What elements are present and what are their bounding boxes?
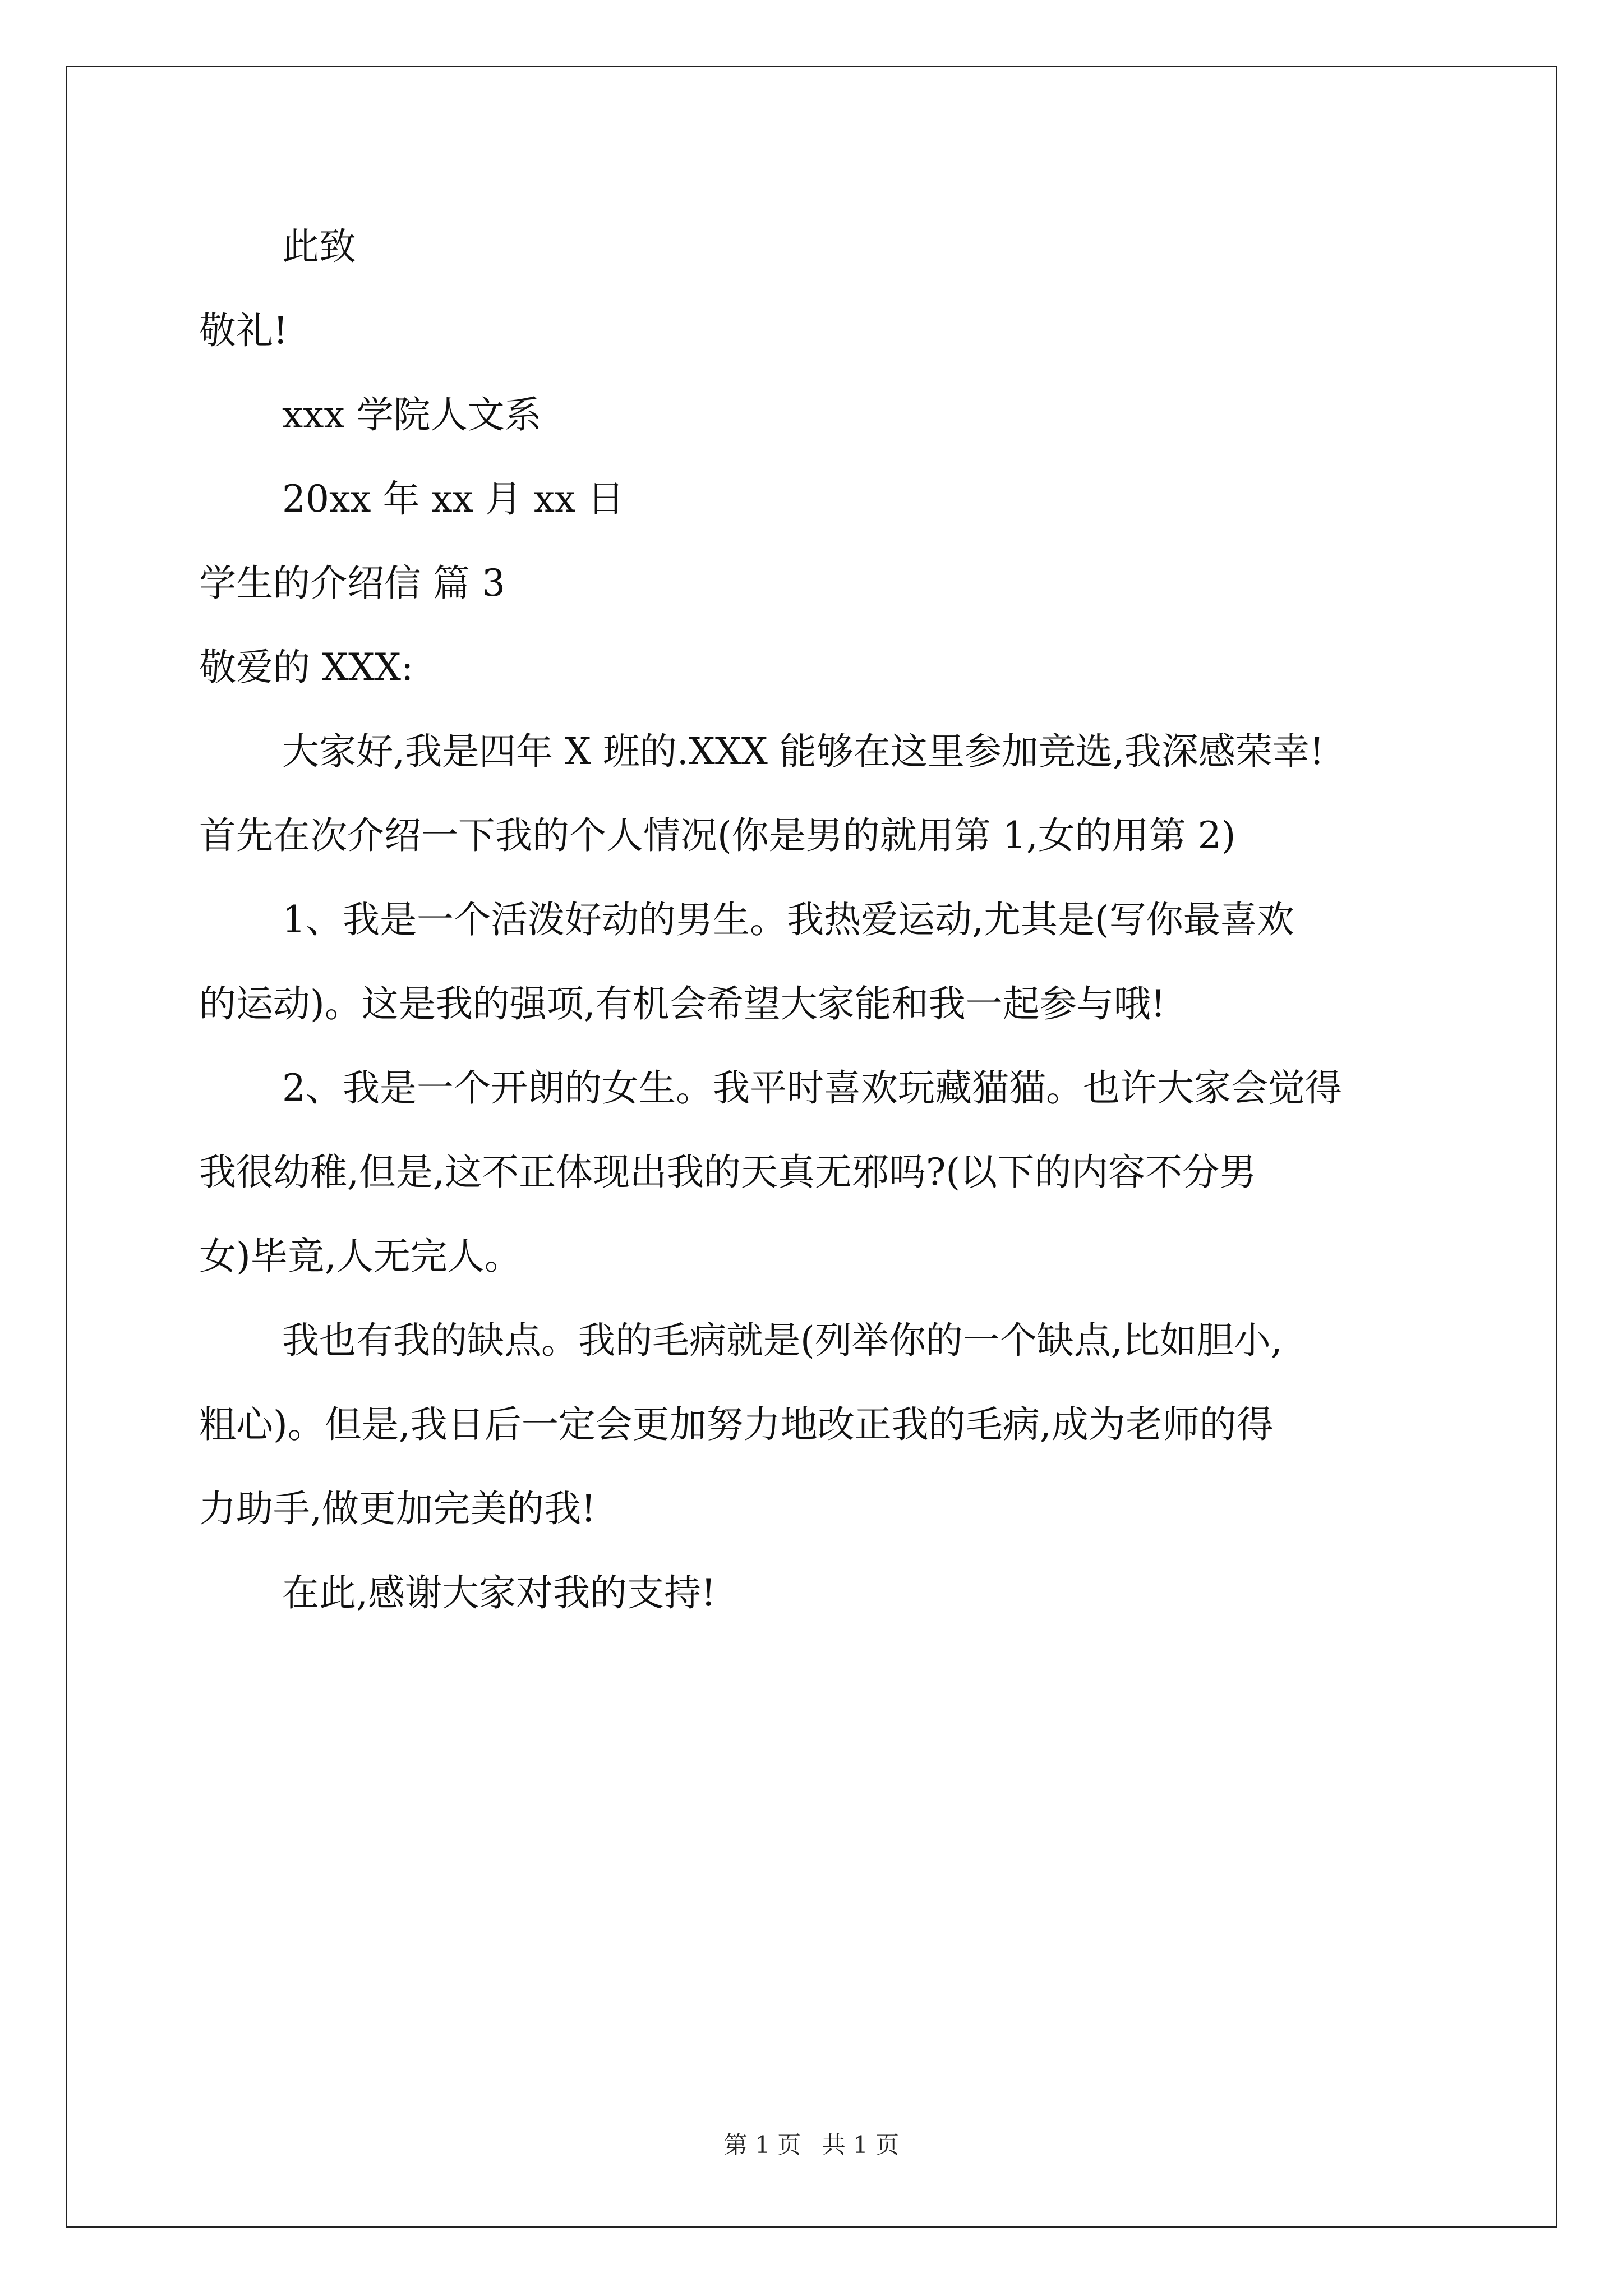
paragraph-line: 大家好,我是四年 X 班的.XXX 能够在这里参加竞选,我深感荣幸! (282, 730, 1325, 773)
paragraph-line: 粗心)。但是,我日后一定会更加努力地改正我的毛病,成为老师的得 (199, 1403, 1274, 1446)
paragraph-line: 1、我是一个活泼好动的男生。我热爱运动,尤其是(写你最喜欢 (282, 898, 1294, 941)
paragraph-line: 我很幼稚,但是,这不正体现出我的天真无邪吗?(以下的内容不分男 (199, 1151, 1257, 1194)
section-heading: 学生的介绍信 篇 3 (199, 562, 505, 605)
sender-department: xxx 学院人文系 (282, 393, 542, 436)
letter-greeting: 敬爱的 XXX: (199, 646, 414, 689)
page-number-total: 共 1 页 (822, 2131, 900, 2159)
page-border (66, 66, 1557, 2228)
paragraph-line: 我也有我的缺点。我的毛病就是(列举你的一个缺点,比如胆小, (282, 1319, 1283, 1362)
paragraph-line: 2、我是一个开朗的女生。我平时喜欢玩藏猫猫。也许大家会觉得 (282, 1066, 1342, 1110)
closing-salutation: 此致 (282, 225, 356, 268)
paragraph-line: 力助手,做更加完美的我! (199, 1487, 596, 1530)
paragraph-line: 女)毕竟,人无完人。 (199, 1235, 522, 1278)
letter-date: 20xx 年 xx 月 xx 日 (282, 477, 625, 521)
paragraph-line: 在此,感谢大家对我的支持! (282, 1571, 716, 1614)
paragraph-line: 的运动)。这是我的强项,有机会希望大家能和我一起参与哦! (199, 982, 1166, 1025)
paragraph-line: 首先在次介绍一下我的个人情况(你是男的就用第 1,女的用第 2) (199, 814, 1236, 857)
page-number-current: 第 1 页 (723, 2131, 801, 2159)
closing-regards: 敬礼! (199, 309, 288, 352)
page-footer (0, 2129, 1623, 2161)
